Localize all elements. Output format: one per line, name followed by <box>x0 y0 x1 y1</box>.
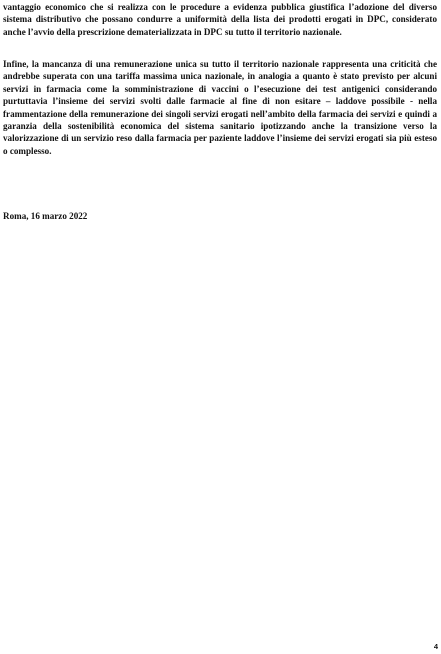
dateline: Roma, 16 marzo 2022 <box>3 211 88 221</box>
paragraph-dpc-distribution: vantaggio economico che si realizza con le procedure a evidenza pubblica giustifica l’adozione del diverso sistema distributivo che possano condurre a uniformità della lista dei prodotti erogati in DPC, considerato anche l’avvio della prescrizione dematerializzata in DPC su tutto il territorio nazionale. <box>3 2 437 37</box>
paragraph-remuneration: Infine, la mancanza di una remunerazione unica su tutto il territorio nazionale rappresenta una criticità che andrebbe superata con una tariffa massima unica nazionale, in analogia a quanto è stato previsto per alcuni servizi in farmacia come la somministrazione di vaccini o l’esecuzione dei test antigenici considerando purtuttavia l’insieme dei servizi svolti dalle farmacie al fine di non esitare – laddove possibile - nella frammentazione della remunerazione dei singoli servizi erogati nell’ambito della farmacia dei servizi e quindi a garanzia della sostenibilità economica del sistema sanitario ipotizzando anche la transizione verso la valorizzazione di un servizio reso dalla farmacia per paziente laddove l’insieme dei servizi erogati sia più esteso o complesso. <box>3 59 437 156</box>
page-number: 4 <box>433 642 438 651</box>
